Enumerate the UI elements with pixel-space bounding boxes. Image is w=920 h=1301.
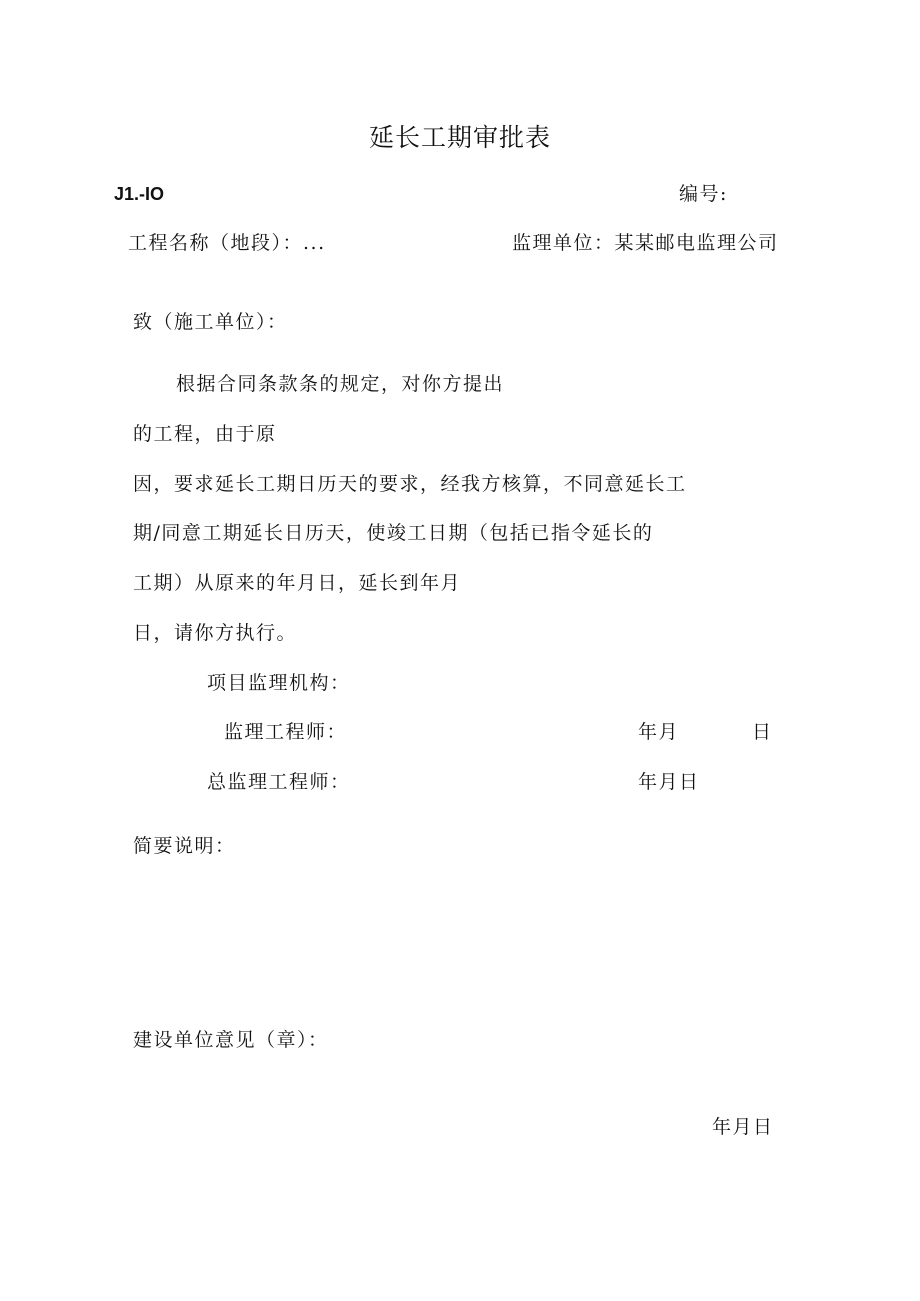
- body-line-5: 工期）从原来的年月日，延长到年月: [133, 572, 462, 594]
- chief-engineer-date: 年月日: [638, 771, 700, 793]
- body-line-3: 因，要求延长工期日历天的要求，经我方核算，不同意延长工: [133, 473, 687, 495]
- number-label: 编号:: [679, 183, 728, 205]
- supervision-org-label: 项目监理机构：: [207, 672, 351, 694]
- chief-engineer-label: 总监理工程师：: [207, 771, 351, 793]
- body-line-4: 期/同意工期延长日历天，使竣工日期（包括已指令延长的: [133, 522, 654, 544]
- page-title: 延长工期审批表: [368, 123, 551, 152]
- brief-description-label: 简要说明：: [133, 835, 236, 857]
- body-line-6: 日，请你方执行。: [133, 622, 298, 644]
- addressee-line: 致（施工单位）：: [133, 311, 288, 333]
- engineer-date-day: 日: [752, 721, 773, 743]
- form-code: J1.-IO: [114, 184, 165, 204]
- project-name-field: 工程名称（地段）：...: [128, 232, 326, 254]
- owner-opinion-label: 建设单位意见（章）：: [133, 1029, 329, 1051]
- supervisor-unit: 监理单位：某某邮电监理公司: [512, 232, 779, 254]
- body-line-1: 根据合同条款条的规定，对你方提出: [176, 373, 505, 395]
- engineer-date-year-month: 年月: [638, 721, 680, 743]
- body-line-2: 的工程，由于原: [133, 423, 277, 445]
- owner-date: 年月日: [712, 1116, 774, 1138]
- supervising-engineer-label: 监理工程师：: [224, 721, 348, 743]
